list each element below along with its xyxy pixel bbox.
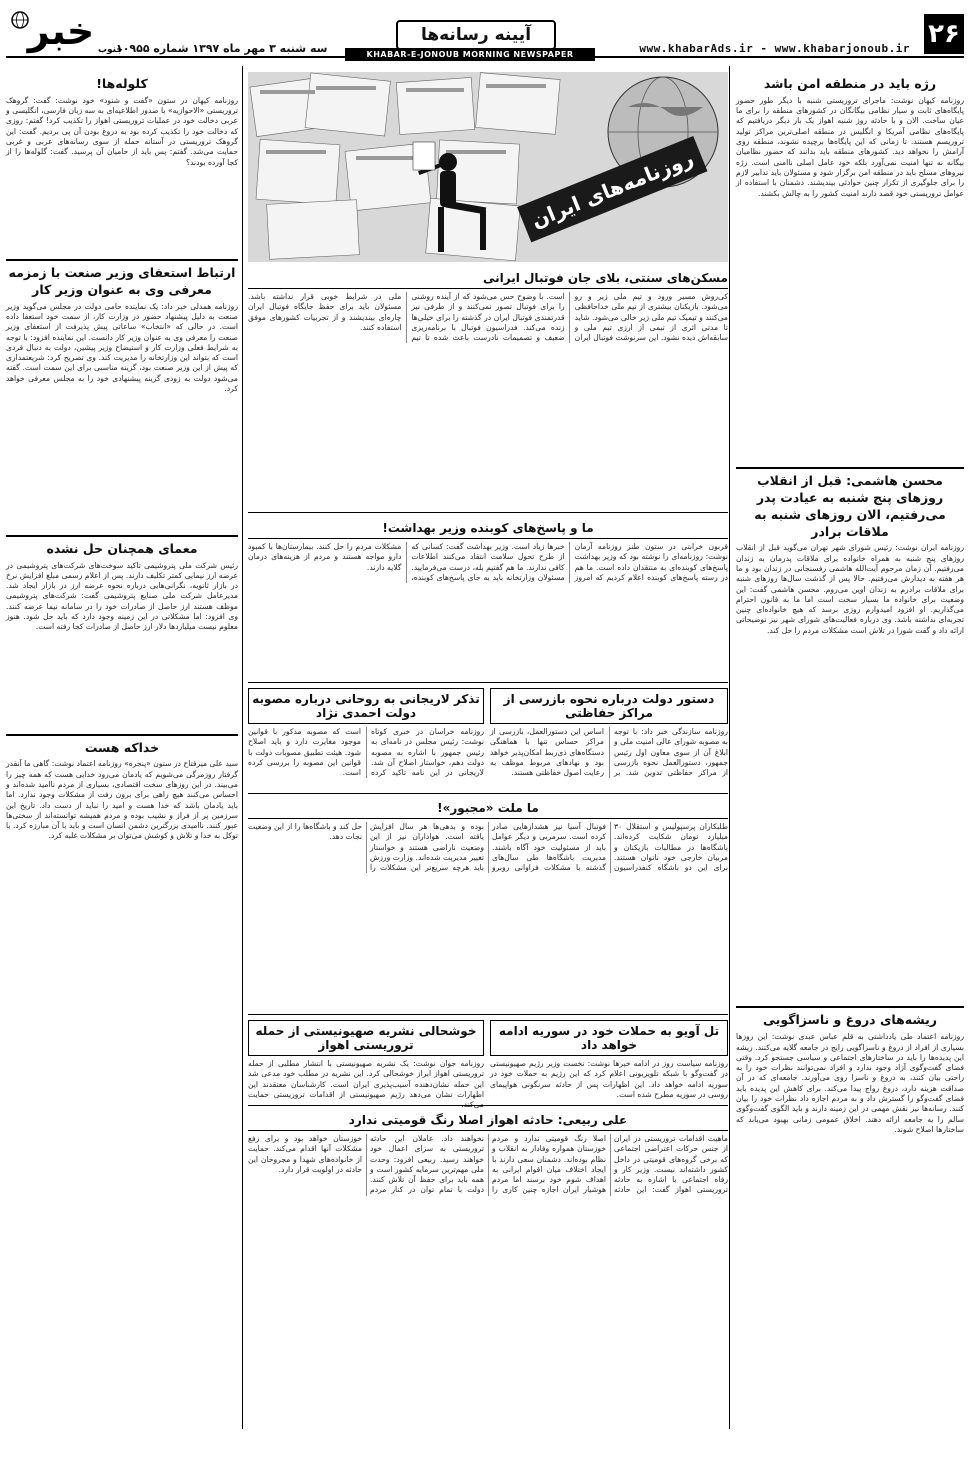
article-body: روزنامه اعتماد طی یادداشتی به قلم عباس عبدی نوشت: این روزها بسیاری از افراد از دروغ و ناسزاگویی رایج در جامعه گلایه می‌کنند. ریشه این پدیده‌ها را باید در ساختارهای اجتماعی و سیاسی جستجو کرد. وقتی فضای گفت‌وگوی آزاد وجود ندارد و افراد نمی‌توانند نظرات خود را به راحتی بیان کنند، به دروغ و ناسزا روی می‌آورند. جامعه‌ای که در آن صداقت هزینه دارد، دروغ رواج پیدا می‌کند. برای کاهش این پدیده باید فضای گفت‌وگو را گسترش داد و به مردم اجازه داد نظرات خود را بیان کنند. رسانه‌ها نیز نقش مهمی در این زمینه دارند و باید الگوی گفت‌وگوی سالم را به جامعه ارائه دهند. اخلاق عمومی زمانی بهبود می‌یابد که ساختارها اصلاح شوند. [736, 1032, 964, 1134]
article-block [248, 518, 728, 678]
article-title[interactable]: ارتباط استعفای وزیر صنعت با زمزمه معرفی وی به عنوان وزیر کار [8, 264, 236, 297]
article-body: سید علی میرفتاح در ستون «پنجره» روزنامه اعتماد نوشت: گاهی ما آنقدر گرفتار روزمرگی می‌شویم که یادمان می‌رود خدایی هست که همه چیز را می‌بیند. در این روزهای سخت اقتصادی، بسیاری از مردم ناامید شده‌اند و احساس می‌کنند هیچ راهی برای برون رفت از مشکلات وجود ندارد. اما باید یادمان باشد که خدا هست و امید را نباید از دست داد. تاریخ این سرزمین پر از فراز و نشیب بوده و مردم همیشه توانسته‌اند از سختی‌ها عبور کنند. ناامیدی بزرگترین دشمن انسان است و باید با آن مبارزه کرد. با توکل به خدا و تلاش و کوشش می‌توان بر مشکلات غلبه کرد. [6, 759, 238, 841]
article-body: روزنامه جوان نوشت: یک نشریه صهیونیستی با انتشار مطلبی از حمله تروریستی اهواز ابراز خوشحالی کرد. این نشریه در مطلب خود مدعی شد این حمله نشان‌دهنده آسیب‌پذیری ایران است. کارشناسان معتقدند این اظهارات نشان می‌دهد رژیم صهیونیستی از اقدامات تروریستی حمایت [248, 1059, 484, 1099]
newspaper-logo [6, 6, 123, 56]
issue-date: سه شنبه ۳ مهر ماه ۱۳۹۷ شماره ۱۰۹۵۵ [116, 42, 328, 55]
hero-banner: روزنامه‌های ایران [527, 145, 697, 233]
article-body: روزنامه کیهان نوشت: ماجرای تروریستی شنبه با دیگر طور حضور پایگاه‌های ثابت و سیار نظامی بیگانگان در کشورهای منطقه را برای ما عیان ساخت. الان و با حادثه روز شنبه اهواز یک بار دیگر دریافتیم که پایگاه‌های نظامی آمریکا و انگلیس در منطقه اصلی‌ترین مراکز تولید تروریسم هستند. تا زمانی که این پایگاه‌ها برچیده نشوند، منطقه روی آرامش را نخواهد دید. کشورهای منطقه باید بدانند که حضور نظامیان بیگانه نه تنها امنیت نمی‌آورد بلکه خود عامل اصلی ناامنی است. رژه نیروهای مسلح باید در منطقه امن برگزار شود و مسئولان باید تدابیر لازم را برای جلوگیری از تکرار چنین حوادثی بیندیشند. دشمنان با استفاده از عوامل تروریستی خود قصد دارند امنیت کشور را به چالش بکشند. [736, 95, 964, 198]
divider [6, 535, 238, 537]
article-title[interactable]: ما ملت «مجبور»! [248, 798, 728, 819]
article-body: کی‌روش مسیر ورود و تیم ملی زیر و رو می‌شود. بازیکنان بیشتری از تیم ملی خداحافظی می‌کنند و تیمیک تیم ملی زیر خالی می‌شود. شاید تا مدتی اثری از تیمی از ارزی تیم ملی و سابقه‌اش دیده نشود. این سرنوشت فوتبال ایران است. با وضوح حس می‌شود که از آینده روشنی را برای فوتبال تصور نمی‌کنند و از طرفی نیز قدرتمندی فوتبال ایران در گذشته را برای خیلی‌ها زنده می‌کند. فدراسیون فوتبال با برنامه‌ریزی ضعیف و تصمیمات نادرست باعث شده تا تیم ملی در شرایط خوبی قرار نداشته باشد. مسئولان باید برای حفظ جایگاه فوتبال ایران چاره‌ای بیندیشند و از تجربیات کشورهای موفق استفاده کنند. [248, 292, 728, 343]
article-body: روزنامه همدلی خبر داد: یک نماینده حامی دولت در مجلس می‌گوید وزیر صنعت به دلیل پیشنهاد حضور در وزارت کار، از سمت خود استعفا داده است. در حالی که «انتخاب» ساعاتی پیش پذیرفت از استعفای وزیر صنعت را معرفی وی به عنوان وزیر کار دانست. این نماینده افزود: با توجه به شرایط فعلی وزارت کار و استیضاح وزیر پیشین، دولت به دنبال فردی است که بتواند این وزارتخانه را مدیریت کند. وی تصریح کرد: شریعتمداری که پیش از این وزیر صنعت بود، گزینه مناسبی برای این سمت است. گفته می‌شود دولت به زودی گزینه پیشنهادی خود را به مجلس معرفی خواهد کرد. [6, 301, 238, 393]
article-body: طلبکاران پرسپولیس و استقلال ۳۰ میلیارد تومان شکایت کرده‌اند. باشگاه‌ها در مطالبات بازیکنان و مربیان خارجی خود ناتوان هستند. برای این دو باشگاه کنفدراسیون فوتبال آسیا نیز هشدارهایی صادر کرده است. سرمربی و دیگر عوامل باید از مسئولیت خود آگاه باشند. مدیریت باشگاه‌ها طی سال‌های گذشته با مشکلات فراوانی روبرو بوده و بدهی‌ها هر سال افزایش یافته است. هواداران نیز از این وضعیت ناراضی هستند و خواستار تغییر مدیریت شده‌اند. وزارت ورزش باید هرچه سریع‌تر این مشکلات را حل کند و باشگاه‌ها را از این وضعیت نجات دهد. [248, 822, 728, 873]
article-body: روزنامه سازندگی خبر داد: با توجه به مصوبه شورای عالی امنیت ملی و ابلاغ آن از سوی معاون اول رئیس جمهور، دستورالعمل نحوه بازرسی از مراکز حفاظتی تدوین شد. بر اساس این دستورالعمل، بازرسی از مراکز حساس تنها با هماهنگی دستگاه‌های ذی‌ربط امکان‌پذیر خواهد بود و نهادهای مربوط موظف به رعایت اصول حفاظتی هستند. [490, 727, 728, 778]
divider [6, 734, 238, 736]
section-title: آیینه رسانه‌ها [396, 20, 556, 50]
article-title[interactable]: دستور دولت درباره نحوه بازرسی از مراکز حفاظتی [490, 688, 728, 724]
article-body: روزنامه ایران نوشت: رئیس شورای شهر تهران می‌گوید قبل از انقلاب روزهای پنج شنبه به همراه خانواده برای ملاقات پدرمان به زندان می‌رفتیم. آن زمان مرحوم آیت‌الله هاشمی رفسنجانی در زندان بود و ما هر هفته به دیدارش می‌رفتیم. حالا پس از گذشت سال‌ها روزهای شنبه برای ملاقات برادرم به زندان اوین می‌روم. محسن هاشمی گفت: این وضعیت برای خانواده ما بسیار سخت است اما ما به قانون احترام می‌گذاریم. او افزود امیدوارم روزی برسد که هیچ خانواده‌ای چنین تجربه‌ای نداشته باشد. وی درباره فعالیت‌های شورای شهر نیز توضیحاتی ارائه داد و گفت شورا در تلاش است مشکلات مردم را حل کند. [736, 543, 964, 635]
logo-text: خبر [27, 9, 95, 53]
divider [6, 259, 238, 261]
hero-image [248, 72, 728, 262]
divider [736, 1006, 964, 1008]
left-column [6, 72, 238, 1359]
column-divider [242, 66, 243, 1429]
article-block [248, 798, 728, 1010]
article-block [490, 688, 728, 788]
article-block [248, 688, 484, 788]
column-divider [729, 66, 730, 1429]
article-block [490, 1020, 728, 1100]
article-body: روزنامه سیاست روز در ادامه خبرها نوشت: نخست وزیر رژیم صهیونیستی در گفت‌وگو با شبکه تلویزیونی اعلام کرد که این رژیم به حملات خود در سوریه ادامه خواهد داد. این اظهارات پس از حادثه سرنگونی هواپیمای روسی در سوریه مطرح شده است. [490, 1059, 728, 1099]
article-title[interactable]: خداکه هست [84, 739, 160, 755]
article-block [248, 1110, 728, 1428]
article-title[interactable]: تل آویو به حملات خود در سوریه ادامه خواهد داد [490, 1020, 728, 1056]
right-column [736, 72, 964, 1472]
divider [736, 467, 964, 469]
article-body: رئیس شرکت ملی پتروشیمی تاکید سوخت‌های شرکت‌های پتروشیمی در عرضه ارز نیمایی کمتر تکلیف دارند. پس از اعلام رسمی مبلغ افزایش نرخ در بازار ثانویه، نگرانی‌هایی درباره نحوه عرضه ارز در بازار ایجاد شد. مدیرعامل شرکت ملی صنایع پتروشیمی گفت: شرکت‌های پتروشیمی موظف هستند ارز حاصل از صادرات خود را در سامانه نیما عرضه کنند. وی افزود: اما مشکلاتی در این زمینه وجود دارد که باید حل شود. هنوز معلوم نیست میلیاردها دلار ارز حاصل از صادرات کجا رفته است. [6, 560, 238, 632]
article-title[interactable]: خوشحالی نشریه صهیونیستی از حمله تروریستی اهواز [248, 1020, 484, 1056]
article-title[interactable]: تذکر لاریجانی به روحانی درباره مصوبه دولت احمدی نژاد [248, 688, 484, 724]
article-title[interactable]: رژه باید در منطقه امن باشد [763, 76, 937, 91]
article-title[interactable]: ما و پاسخ‌های کوبنده وزیر بهداشت! [248, 518, 728, 539]
logo-sub: جنوب [98, 45, 123, 55]
article-title[interactable]: مسکن‌های سنتی، بلای جان فوتبال ایرانی [248, 268, 728, 289]
site-urls[interactable]: www.khabarAds.ir - www.khabarjonoub.ir [639, 42, 910, 55]
article-body: ماهیت اقدامات تروریستی در ایران از جنس حرکات اعتراضی اجتماعی که برخی گروه‌های قومیتی در داخل کشور داشته‌اند نیست. وزیر کار و رفاه اجتماعی با اشاره به حادثه تروریستی اهواز گفت: این حادثه اصلا رنگ قومیتی ندارد و مردم خوزستان همواره وفادار به انقلاب و نظام بوده‌اند. دشمنان سعی دارند با ایجاد اختلاف میان اقوام ایرانی به اهداف شوم خود برسند اما مردم هوشیار ایران اجازه چنین کاری را نخواهند داد. عاملان این حادثه تروریستی به سزای اعمال خود خواهند رسید. ربیعی افزود: وحدت ملی مهم‌ترین سرمایه کشور است و همه باید برای حفظ آن تلاش کنند. دولت با تمام توان در کنار مردم خوزستان خواهد بود و برای رفع مشکلات آنها اقدام می‌کند. حمایت از خانواده‌های شهدا و مجروحان این حادثه در اولویت قرار دارد. [248, 1134, 728, 1195]
article-title[interactable]: ریشه‌های دروغ و ناسزاگویی [763, 1012, 937, 1028]
article-block [248, 268, 728, 508]
article-body: روزنامه خراسان در خبری کوتاه نوشت: رئیس مجلس در نامه‌ای به رئیس جمهور با اشاره به مصوبه دولت دهم، خواستار اصلاح آن شد. لاریجانی در این نامه تاکید کرده است که مصوبه مذکور با قوانین موجود مغایرت دارد و باید اصلاح شود. هیئت تطبیق مصوبات دولت با قوانین این مصوبه را بررسی کرده است. [248, 727, 484, 778]
page-number: ۲۶ [924, 14, 964, 54]
article-title[interactable]: معمای همچنان حل نشده [46, 540, 198, 556]
article-title[interactable]: علی ربیعی: حادثه اهواز اصلا رنگ قومیتی ندارد [248, 1110, 728, 1131]
subline: KHABAR-E-JONOUB MORNING NEWSPAPER [345, 48, 595, 61]
article-block [248, 1020, 484, 1100]
article-title[interactable]: محسن هاشمی: قبل از انقلاب روزهای پنج شنبه به عیادت پدر می‌رفتیم، الان روزهای شنبه به ملاقات برادر [754, 472, 946, 539]
article-title[interactable]: کلوله‌ها! [96, 76, 148, 91]
article-body: قربون خرابتی در ستون طنز روزنامه آرمان نوشت: روزنامه‌ای را نوشته بود که وزیر بهداشت پاسخ‌های کوبنده‌ای به منتقدان داده است. ما هم در رسته پاسخ‌های کوبنده اعلام کردیم که امروز خبرها زیاد است. وزیر بهداشت گفت: کسانی که از طرح تحول سلامت انتقاد می‌کنند اطلاعات کافی ندارند. ما هم گفتیم بله، درست می‌فرمایید. مسئولان وزارتخانه باید به جای پاسخ‌های کوبنده، مشکلات مردم را حل کنند. بیمارستان‌ها با کمبود دارو مواجه هستند و مردم از هزینه‌های درمان گلایه دارند. [248, 542, 728, 582]
article-body: روزنامه کیهان در ستون «گفت و شنود» خود نوشت: گفت: گروهک تروریستی «الاحوازیه» با صدور اطلاعیه‌ای به سه زبان فارسی، انگلیسی و عربی دخالت خود در عملیات تروریستی اهواز را تکذیب کرد! گفتم: روزی که دخالت خود را تکذیب کرده بود به دروغ بودن آن پی بردیم. گفت: این گروهک تروریستی در آستانه حمله از سوی رسانه‌های عربی و غربی حمایت می‌شد. گفتم: پس باید از حامیان آن پرسید. گفت: گلوله‌ها را از کجا آورده بودند؟ [6, 95, 238, 167]
